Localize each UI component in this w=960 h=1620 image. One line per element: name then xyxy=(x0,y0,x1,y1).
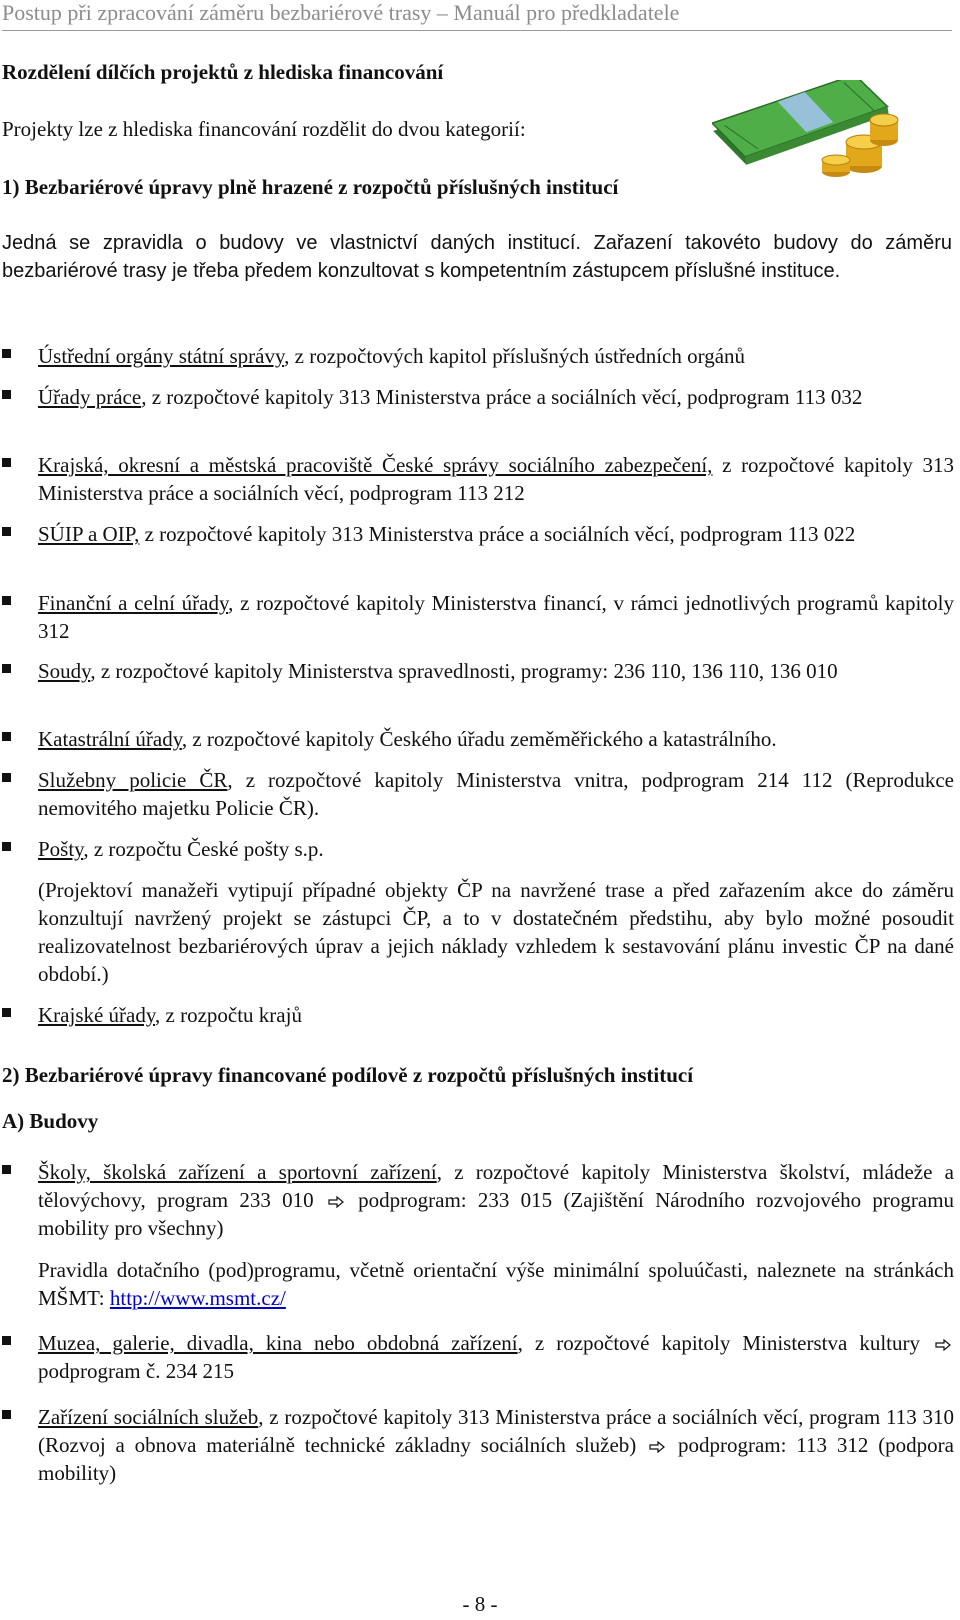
item-text: , z rozpočtové kapitoly Ministerstva vnitra, podprogram 214 112 (Reprodukce nemovitého majetku Policie ČR). xyxy=(38,768,954,820)
square-bullet-icon xyxy=(2,732,11,741)
section-title: Rozdělení dílčích projektů z hlediska financování xyxy=(2,60,444,84)
item-text: z rozpočtové kapitoly 313 Ministerstva práce a sociálních věcí, podprogram 113 212 xyxy=(38,453,955,505)
outline-right-arrow-icon xyxy=(328,1196,344,1208)
outline-right-arrow-icon xyxy=(649,1441,665,1453)
item-title: Muzea, galerie, divadla, kina nebo obdobná zařízení xyxy=(38,1331,518,1355)
square-bullet-icon xyxy=(2,1008,11,1017)
list-item xyxy=(38,1001,954,1029)
item-text: , z rozpočtové kapitoly Ministerstva spravedlnosti, programy: 236 110, 136 110, 136 010 xyxy=(90,659,838,683)
list-item xyxy=(38,451,954,507)
running-header: Postup při zpracování záměru bezbariérové trasy – Manuál pro předkladatele xyxy=(2,0,952,31)
square-bullet-icon xyxy=(2,458,11,467)
item-text: , z rozpočtové kapitoly Ministerstva financí, v rámci jednotlivých programů kapitoly 312 xyxy=(38,591,954,643)
category-1-heading: 1) Bezbariérové úpravy plně hrazené z rozpočtů příslušných institucí xyxy=(2,175,619,199)
list-item xyxy=(38,835,954,863)
item-text: podprogram: 233 015 (Zajištění Národního rozvojového programu mobility pro všechny) xyxy=(38,1188,955,1240)
note-text: Pravidla dotačního (pod)programu, včetně orientační výše minimální spoluúčasti, naleznete na stránkách MŠMT: xyxy=(38,1258,954,1310)
list-item xyxy=(38,1329,954,1385)
item-text: , z rozpočtových kapitol příslušných ústředních orgánů xyxy=(284,344,746,368)
list-item xyxy=(38,342,954,370)
money-stack-icon xyxy=(712,80,902,180)
item-title: Ústřední orgány státní správy xyxy=(38,344,285,368)
item-title: Služebny policie ČR xyxy=(38,768,228,792)
category-2-heading: 2) Bezbariérové úpravy financované podílově z rozpočtů příslušných institucí xyxy=(2,1063,694,1087)
subheading-budovy: A) Budovy xyxy=(2,1109,99,1133)
msmt-link[interactable]: http://www.msmt.cz/ xyxy=(109,1286,286,1310)
square-bullet-icon xyxy=(2,1410,11,1419)
item-title: Soudy xyxy=(38,659,91,683)
list-item xyxy=(38,657,954,685)
square-bullet-icon xyxy=(2,1336,11,1345)
item-title: Pošty xyxy=(38,837,84,861)
item-text: , z rozpočtu krajů xyxy=(155,1003,302,1027)
msmt-note xyxy=(38,1256,954,1312)
square-bullet-icon xyxy=(2,842,11,851)
list-item xyxy=(38,766,954,822)
page-number: - 8 - xyxy=(462,1592,498,1616)
square-bullet-icon xyxy=(2,773,11,782)
item-text: , z rozpočtové kapitoly 313 Ministerstva práce a sociálních věcí, podprogram 113 032 xyxy=(141,385,863,409)
category-1-paragraph: Jedná se zpravidla o budovy ve vlastnictví daných institucí. Zařazení takovéto budovy do záměru bezbariérové trasy je třeba předem konzultovat s kompetentním zástupcem příslušné instituce. xyxy=(2,232,952,282)
post-note: (Projektoví manažeři vytipují případné objekty ČP na navržené trase a před zařazením akce do záměru konzultují navržený projekt se zástupci ČP, a to v dostatečném předstihu, aby bylo možné posoudit realizovatelnost bezbariérových úprav a jejich náklady vzhledem k sestavování plánu investic ČP na dané období.) xyxy=(38,878,954,986)
list-item xyxy=(38,1158,954,1242)
item-title: Krajská, okresní a městská pracoviště České správy sociálního zabezpečení, xyxy=(38,453,713,477)
item-text: , z rozpočtu České pošty s.p. xyxy=(83,837,324,861)
item-title: Finanční a celní úřady xyxy=(38,591,229,615)
item-text: , z rozpočtové kapitoly Ministerstva kultury xyxy=(517,1331,920,1355)
list-item xyxy=(38,589,954,645)
item-title: Úřady práce xyxy=(38,385,142,409)
item-text: , z rozpočtové kapitoly Ministerstva školství, mládeže a tělovýchovy, program 233 010 xyxy=(38,1160,954,1212)
item-text: z rozpočtové kapitoly 313 Ministerstva práce a sociálních věcí, podprogram 113 022 xyxy=(139,522,856,546)
square-bullet-icon xyxy=(2,596,11,605)
item-title: Školy, školská zařízení a sportovní zařízení xyxy=(38,1160,437,1184)
square-bullet-icon xyxy=(2,349,11,358)
item-title: Zařízení sociálních služeb xyxy=(38,1405,259,1429)
item-title: Katastrální úřady xyxy=(38,727,182,751)
square-bullet-icon xyxy=(2,527,11,536)
item-title: Krajské úřady xyxy=(38,1003,156,1027)
item-text: , z rozpočtové kapitoly Českého úřadu zeměměřického a katastrálního. xyxy=(181,727,777,751)
square-bullet-icon xyxy=(2,1165,11,1174)
item-text: podprogram: 113 312 (podpora mobility) xyxy=(38,1433,954,1485)
list-item xyxy=(38,520,954,548)
outline-right-arrow-icon xyxy=(935,1339,951,1351)
list-item xyxy=(38,725,954,753)
item-text: podprogram č. 234 215 xyxy=(38,1359,234,1383)
square-bullet-icon xyxy=(2,390,11,399)
item-title: SÚIP a OIP, xyxy=(38,522,140,546)
list-item xyxy=(38,383,954,411)
list-item xyxy=(38,1403,954,1487)
intro-text: Projekty lze z hlediska financování rozdělit do dvou kategorií: xyxy=(2,117,526,141)
item-text: , z rozpočtové kapitoly 313 Ministerstva práce a sociálních věcí, program 113 310 (Rozvoj a obnova materiálně technické základny sociálních služeb) xyxy=(38,1405,954,1457)
square-bullet-icon xyxy=(2,664,11,673)
